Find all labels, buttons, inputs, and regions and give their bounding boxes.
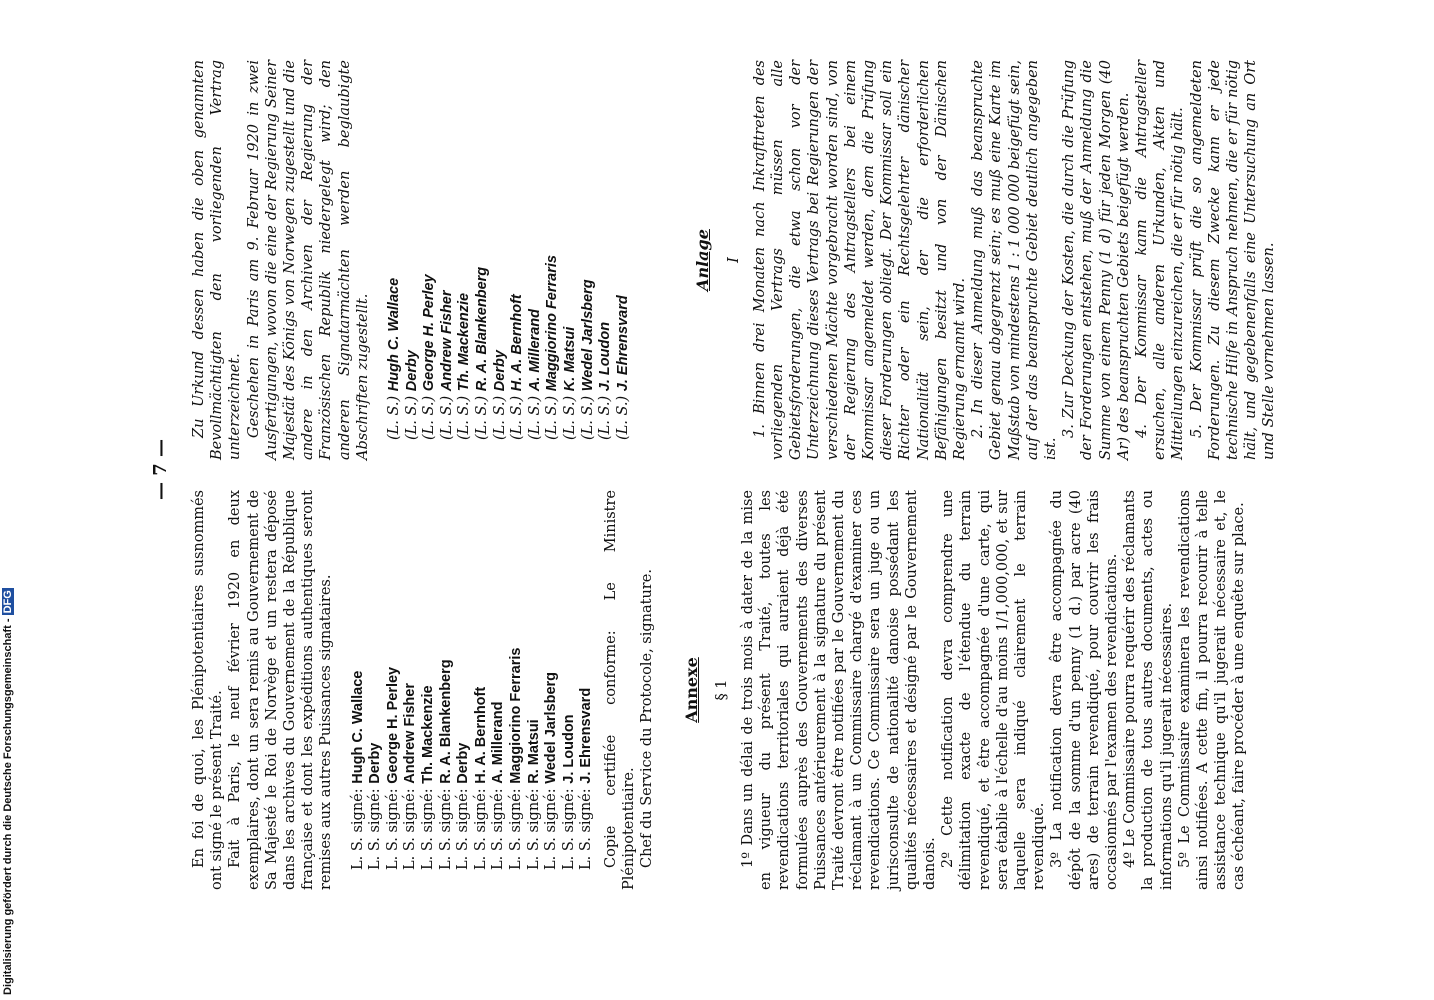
signature-line: (L. S.) Derby [491,350,508,440]
signature-line: (L. S.) Andrew Fisher [438,290,455,440]
signature-line: L. S. signé: Maggiorino Ferraris [507,647,524,870]
closing-paragraph: En foi de quoi, les Plénipotentiaires susnommés ont signé le présent Traité. [191,490,226,890]
certified-copy: Copie certifiée conforme: Le Ministre Plénipotentiaire. [602,490,638,890]
annex-article-5: 5º Le Commissaire examinera les revendications ainsi notifiées. A cette fin, il pourra recourir à telle assistance technique qu'il jugerait nécessaire et, le cas échéant, faire procéder à une enquête sur place. [1176,490,1248,890]
protocol-signature: Chef du Service du Protocole, signature. [639,569,656,868]
signature-line: L. S. signé: R. Matsui [525,719,542,870]
annex-title: Annexe [681,657,701,723]
signature-line: L. S. signé: Derby [455,742,472,870]
signature-line: (L. S.) A. Millerand [526,309,543,440]
signature-line: L. S. signé: Th. Mackenzie [420,685,436,870]
document-page [150,30,1380,930]
section-heading: I [725,257,742,263]
annex-article-2: 2º Cette notification devra comprendre une délimitation exacte de l'étendue du terrain revendiqué, et être accompagnée d'une carte, qui sera établie à l'échelle d'au moins 1/1,000,000, et sur laquelle sera indiqué clairement le terrain revendiqué. [940,490,1048,890]
signature-line: L. S. signé: Andrew Fisher [402,683,419,870]
signature-line: (L. S.) George H. Perley [421,274,438,440]
digitization-text: Digitalisierung gefördert durch die Deutsche Forschungsgemeinschaft - [2,618,14,995]
annex-article-3: 3º La notification devra être accompagnée du dépôt de la somme d'un penny (1 d.) par acre (40 ares) de terrain revendiqué, pour couvrir les frais occasionnés par l'examen des revendications. [1049,490,1121,890]
signature-line: (L. S.) Wedel Jarlsberg [579,279,596,440]
signature-line: L. S. signé: Wedel Jarlsberg [543,671,560,870]
annex-article-4: 4. Der Kommissar kann die Antragsteller ersuchen, alle anderen Urkunden, Akten und Mitteilungen einzureichen, die er für nötig hält. [1134,60,1187,460]
annex-article-1: 1º Dans un délai de trois mois à dater de la mise en vigueur du présent Traité, toutes les revendications territoriales qui auraient déjà été formulées auprès des Gouvernements des diverses Puissances antérieurement à la signature du présent Traité devront être notifiées par le Gouvernement du réclamant à un Commissaire chargé d'examiner ces revendications. Ce Commissaire sera un juge ou un jurisconsulte de nationalité danoise possédant les qualités nécessaires et désigné par le Gouvernement danois. [739,490,938,890]
annex-article-3: 3. Zur Deckung der Kosten, die durch die Prüfung der Forderungen entstehen, muß der Anmeldung die Summe von einem Penny (1 d) für jeden Morgen (40 Ar) des beanspruchten Gebiets beigefügt werden. [1061,60,1132,460]
signature-list [350,490,596,870]
annex-title: Anlage [693,229,713,291]
signature-line: L. S. signé: George H. Perley [384,666,401,870]
closing-paragraph: Zu Urkund dessen haben die oben genannten Bevollmächtigten den vorliegenden Vertrag unterzeichnet. [191,60,244,460]
annex-article-1: 1. Binnen drei Monaten nach Inkrafttreten des vorliegenden Vertrags müssen alle Gebietsforderungen, die etwa schon vor der Unterzeichnung dieses Vertrags bei Regierungen der verschiedenen Mächte vorgebracht worden sind, von der Regierung des Antragstellers bei einem Kommissar angemeldet werden, dem die Prüfung dieser Forderungen obliegt. Der Kommissar soll ein Richter oder ein Rechtsgelehrter dänischer Nationalität sein, der die erforderlichen Befähigungen besitzt und von der Dänischen Regierung ernannt wird. [751,60,968,460]
signature-line: (L. S.) Th. Mackenzie [456,292,473,440]
rotated-page-content [150,30,1380,930]
footer-strip [2,0,16,1000]
french-column [190,490,1249,890]
annex-article-5: 5. Der Kommissar prüft die so angemeldeten Forderungen. Zu diesem Zwecke kann er jede technische Hilfe in Anspruch nehmen, die er für nötig hält, und gegebenenfalls eine Untersuchung an Ort und Stelle vornehmen lassen. [1188,60,1278,460]
signature-line: L. S. signé: Derby [367,742,384,870]
signature-line: L. S. signé: R. A. Blankenberg [437,659,454,870]
signature-line: L. S. signé: H. A. Bernhoft [472,686,489,870]
signature-line: (L. S.) Hugh C. Wallace [386,277,403,440]
signature-line: (L. S.) Derby [403,350,420,440]
signature-line: L. S. signé: Hugh C. Wallace [349,670,366,870]
german-column [190,60,1279,460]
annex-article-2: 2. In dieser Anmeldung muß das beanspruchte Gebiet genau abgegrenzt sein; es muß eine Karte im Maßstab von mindestens 1 : 1 000 000 beigefügt sein, auf der das beanspruchte Gebiet deutlich angegeben ist. [970,60,1059,460]
signature-line: (L. S.) J. Ehrensvard [614,295,631,440]
signature-line: (L. S.) K. Matsui [561,326,578,440]
annex-article-4: 4º Le Commissaire pourra requérir des réclamants la production de tous autres documents, actes ou informations qu'il jugerait nécessaires. [1122,490,1175,890]
signature-line: L. S. signé: J. Ehrensvard [578,687,595,870]
signature-line: (L. S.) H. A. Bernhoft [509,294,526,440]
section-heading: § 1 [713,679,730,701]
page-number: — 7 — [150,438,171,500]
signature-line: (L. S.) J. Loudon [597,321,614,440]
signature-line: L. S. signé: A. Millerand [490,701,507,870]
signature-line: L. S. signé: J. Loudon [560,714,577,870]
signature-line: (L. S.) Maggiorino Ferraris [544,255,561,440]
done-at-paragraph: Fait à Paris, le neuf février 1920 en deux exemplaires, dont un sera remis au Gouvernement de Sa Majesté le Roi de Norvège et un restera déposé dans les archives du Gouvernement de la République française et dont les expéditions authentiques seront remises aux autres Puissances signataires. [227,490,335,890]
signature-line: (L. S.) R. A. Blankenberg [474,266,490,440]
dfg-logo: DFG [2,590,14,614]
done-at-paragraph: Geschehen in Paris am 9. Februar 1920 in zwei Ausfertigungen, wovon die eine der Regierung Seiner Majestät des Königs von Norwegen zugestellt und die andere in den Archiven der Regierung der Französischen Republik niedergelegt wird; den anderen Signatarmächten werden beglaubigte Abschriften zugestellt. [245,60,371,460]
digitization-note [2,588,14,995]
signature-list [386,60,632,440]
